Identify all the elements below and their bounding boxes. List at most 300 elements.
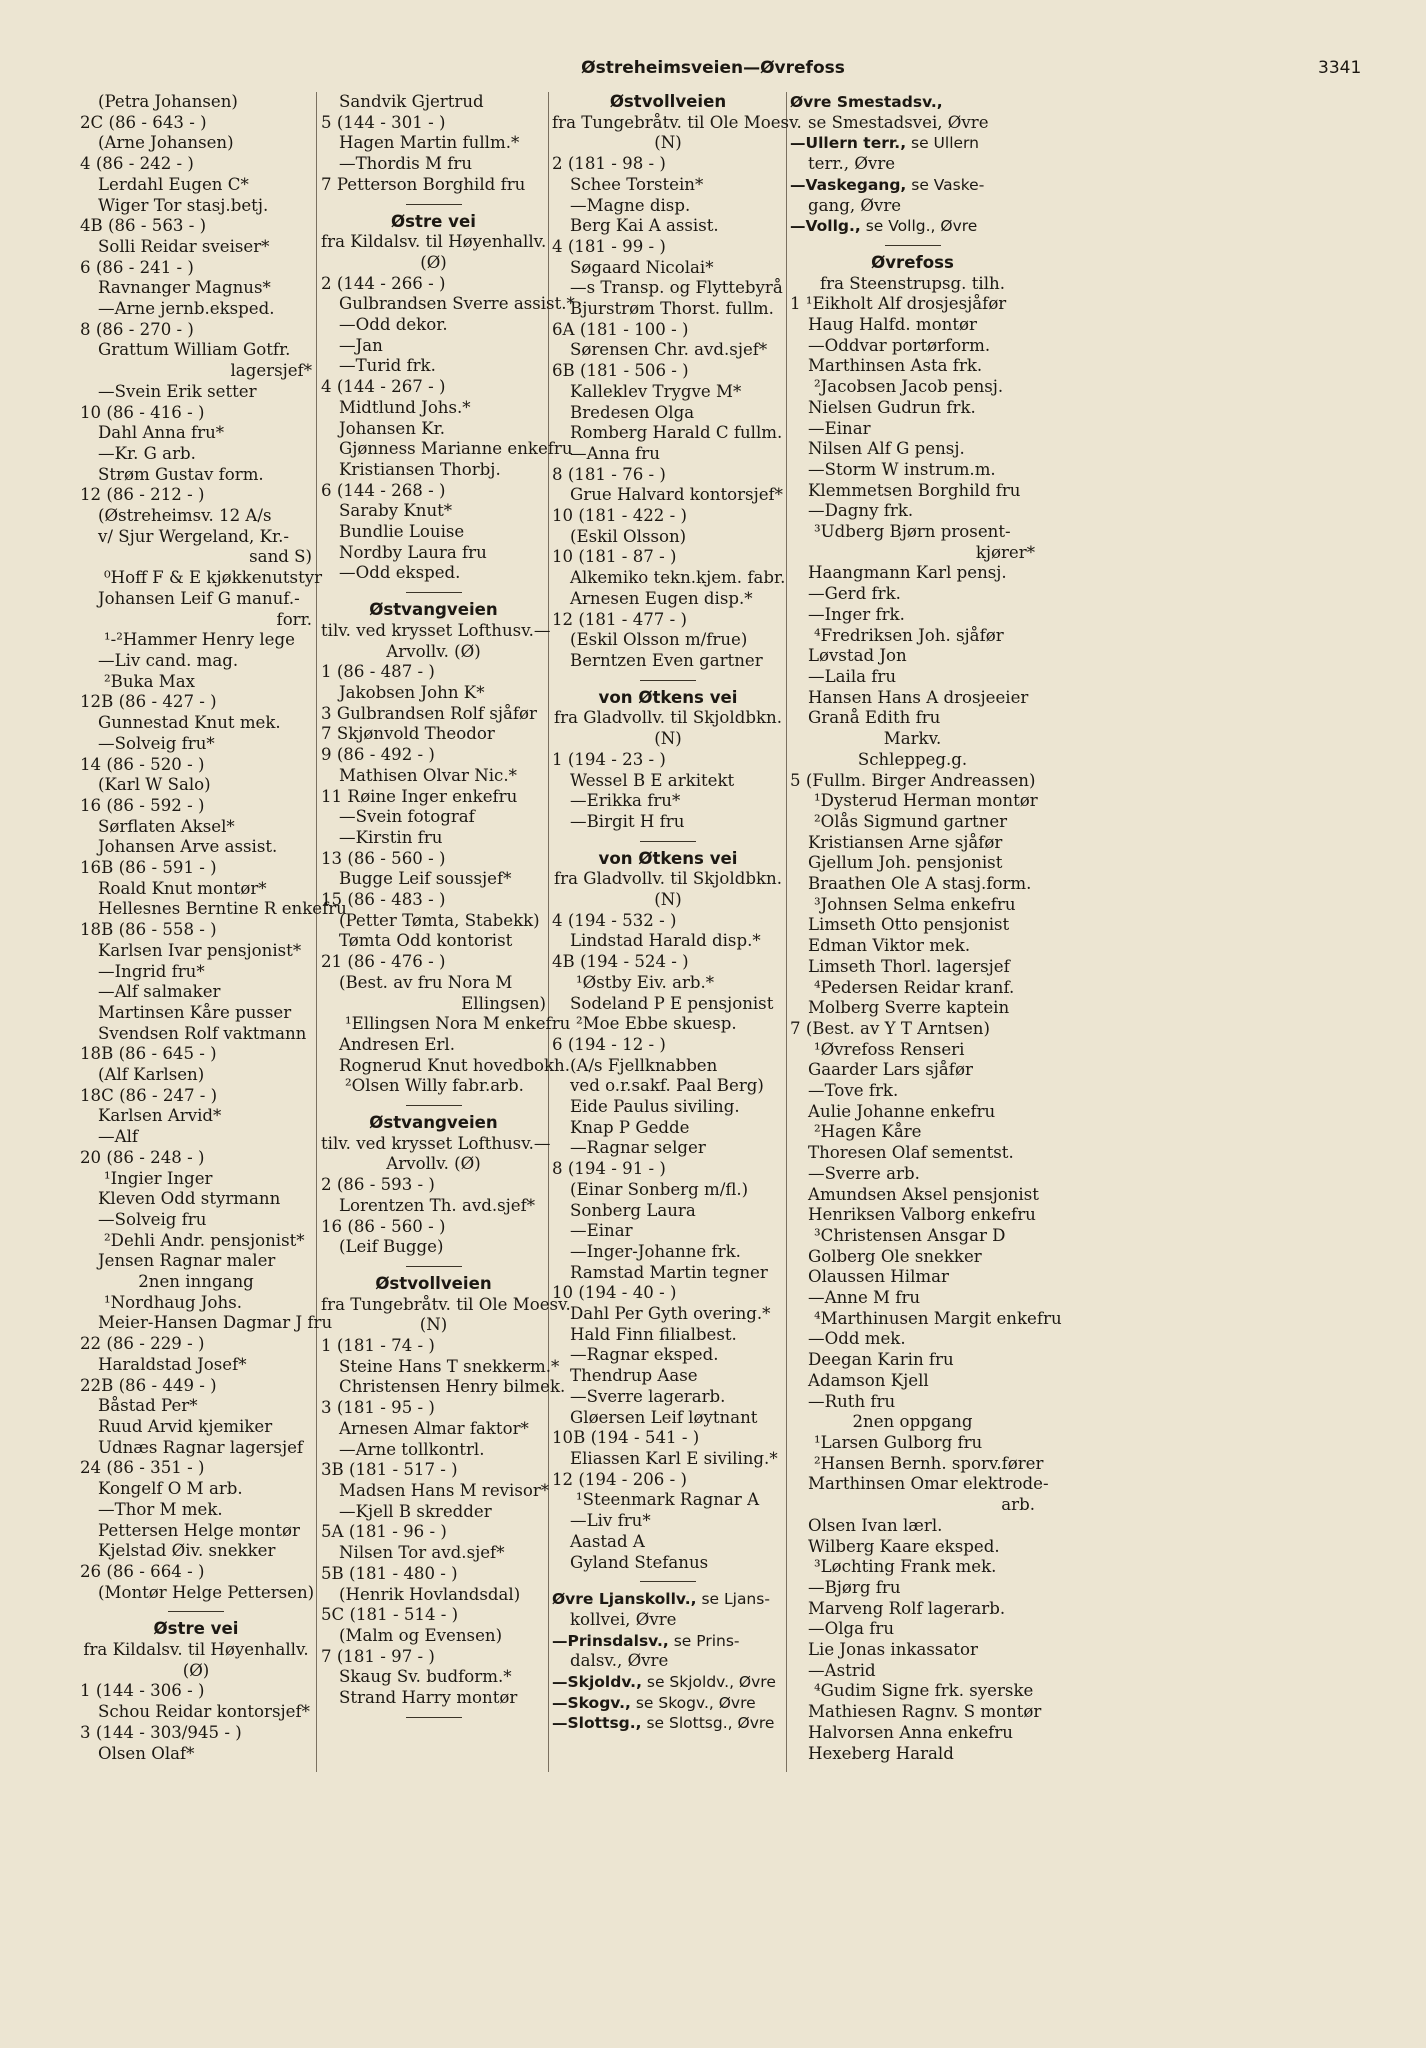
resident-entry: Braathen Ole A stasj.form. — [808, 874, 1032, 894]
resident-entry: Lie Jonas inkassator — [808, 1640, 978, 1660]
resident-entry: Edman Viktor mek. — [808, 936, 971, 956]
resident-entry: —Kirstin fru — [339, 827, 443, 847]
street-note: (N) — [654, 890, 682, 910]
resident-entry: —Turid frk. — [339, 356, 436, 376]
cross-reference-term: —Ullern terr., — [790, 134, 907, 153]
cross-reference-term: —Slottsg., — [552, 1714, 642, 1733]
resident-entry: —Olga fru — [808, 1619, 895, 1639]
resident-entry: Lorentzen Th. avd.sjef* — [339, 1195, 536, 1215]
floor-entry: ¹Steenmark Ragnar A — [576, 1490, 760, 1510]
street-note: (N) — [654, 133, 682, 153]
resident-entry: Gløersen Leif løytnant — [570, 1407, 758, 1427]
address-line: 8 (194 - 91 - ) — [552, 1159, 666, 1179]
resident-entry: Thoresen Olaf sementst. — [808, 1143, 1014, 1163]
resident-entry: (Leif Bugge) — [339, 1237, 444, 1257]
street-note: Markv. — [883, 729, 942, 749]
resident-entry: —Oddvar portørform. — [808, 335, 991, 355]
resident-entry: Schou Reidar kontorsjef* — [98, 1702, 310, 1722]
address-line: 5C (181 - 514 - ) — [321, 1605, 459, 1625]
address-line: 16B (86 - 591 - ) — [80, 858, 217, 878]
address-line: 3 Gulbrandsen Rolf sjåfør — [321, 703, 537, 723]
resident-entry: Grue Halvard kontorsjef* — [570, 485, 783, 505]
cross-reference-target: se Ullern — [906, 134, 979, 153]
resident-entry: Saraby Knut* — [339, 501, 453, 521]
resident-entry: Udnæs Ragnar lagersjef — [98, 1437, 304, 1457]
address-line: 15 (86 - 483 - ) — [321, 890, 446, 910]
column-divider — [786, 92, 787, 1772]
address-line: 18B (86 - 558 - ) — [80, 920, 217, 940]
address-line: 7 Petterson Borghild fru — [321, 174, 526, 194]
address-line: 12 (181 - 477 - ) — [552, 609, 687, 629]
section-separator — [406, 1105, 462, 1106]
street-note: 2nen inngang — [138, 1272, 254, 1292]
section-separator — [406, 1717, 462, 1718]
floor-entry: ¹Dysterud Herman montør — [814, 791, 1038, 811]
resident-entry: Bundlie Louise — [339, 522, 465, 542]
street-note: (N) — [654, 729, 682, 749]
section-separator — [406, 1266, 462, 1267]
cross-reference — [552, 1589, 784, 1610]
street-note: 2nen oppgang — [852, 1412, 973, 1432]
resident-entry: Limseth Thorl. lagersjef — [808, 956, 1010, 976]
address-line: 10 (181 - 422 - ) — [552, 506, 687, 526]
resident-entry: —Einar — [570, 1221, 633, 1241]
resident-entry: Amundsen Aksel pensjonist — [808, 1184, 1039, 1204]
address-line: 1 (194 - 23 - ) — [552, 749, 666, 769]
floor-entry: ¹Ingier Inger — [104, 1168, 213, 1188]
resident-entry: —Inger-Johanne frk. — [570, 1241, 741, 1261]
resident-entry: Bredesen Olga — [570, 402, 695, 422]
address-line: 6A (181 - 100 - ) — [552, 319, 689, 339]
address-line: 16 (86 - 560 - ) — [321, 1216, 446, 1236]
address-line: 14 (86 - 520 - ) — [80, 754, 205, 774]
resident-entry: (Petra Johansen) — [98, 92, 238, 111]
address-line: 5B (181 - 480 - ) — [321, 1563, 458, 1583]
resident-entry: Gjønness Marianne enkefru — [339, 439, 573, 459]
resident-entry: Kjelstad Øiv. snekker — [98, 1541, 276, 1561]
resident-entry: Nielsen Gudrun frk. — [808, 397, 976, 417]
resident-entry: —Liv cand. mag. — [98, 650, 239, 670]
resident-entry: Eliassen Karl E siviling.* — [570, 1449, 778, 1468]
cross-reference-target: se Prins- — [668, 1631, 740, 1650]
street-note: fra Tungebråtv. til Ole Moesv. — [552, 112, 802, 132]
resident-entry: —Svein fotograf — [339, 807, 475, 827]
resident-entry: Karlsen Arvid* — [98, 1106, 222, 1126]
resident-entry: —Ragnar eksped. — [570, 1345, 719, 1365]
cross-reference-target: se Ljans- — [696, 1590, 770, 1609]
address-line: 4 (181 - 99 - ) — [552, 236, 666, 256]
cross-reference — [790, 133, 1035, 154]
resident-entry: Solli Reidar sveiser* — [98, 236, 270, 256]
resident-entry: (Østreheimsv. 12 A/s — [98, 506, 272, 526]
resident-entry: Pettersen Helge montør — [98, 1520, 300, 1540]
continuation-line: arb. — [1001, 1495, 1035, 1515]
resident-entry: Sandvik Gjertrud — [339, 92, 484, 111]
resident-entry: —Ragnar selger — [570, 1138, 706, 1158]
resident-entry: Løvstad Jon — [808, 646, 907, 666]
cross-reference — [552, 1713, 784, 1734]
floor-entry: ¹Øvrefoss Renseri — [814, 1039, 965, 1059]
cross-reference-target: se Slottsg., Øvre — [641, 1714, 775, 1733]
resident-entry: Gunnestad Knut mek. — [98, 713, 281, 733]
resident-entry: Ruud Arvid kjemiker — [98, 1417, 273, 1436]
street-heading: Østvangveien — [369, 1113, 498, 1133]
address-line: 5A (181 - 96 - ) — [321, 1522, 447, 1542]
floor-entry: ¹Ellingsen Nora M enkefru — [345, 1014, 571, 1034]
cross-reference-target: se Skogv., Øvre — [630, 1693, 756, 1712]
resident-entry: Sonberg Laura — [570, 1200, 696, 1220]
address-line: 12B (86 - 427 - ) — [80, 692, 217, 712]
resident-entry: —Alf salmaker — [98, 982, 221, 1002]
address-line: 20 (86 - 248 - ) — [80, 1147, 205, 1167]
resident-entry: Limseth Otto pensjonist — [808, 915, 1010, 935]
address-line: 4 (194 - 532 - ) — [552, 910, 677, 930]
resident-entry: (Eskil Olsson m/frue) — [570, 630, 748, 650]
resident-entry: Steine Hans T snekkerm.* — [339, 1356, 560, 1376]
section-separator — [640, 1581, 696, 1582]
section-separator — [640, 680, 696, 681]
address-line: 3 (181 - 95 - ) — [321, 1398, 435, 1418]
resident-entry: (A/s Fjellknabben — [570, 1055, 718, 1075]
address-line: 2C (86 - 643 - ) — [80, 112, 207, 132]
address-line: 5 (144 - 301 - ) — [321, 112, 446, 132]
resident-entry: —Erikka fru* — [570, 791, 681, 811]
cross-reference — [790, 216, 1035, 237]
address-line: 13 (86 - 560 - ) — [321, 848, 446, 868]
resident-entry: Martinsen Kåre pusser — [98, 1002, 292, 1022]
address-line: 9 (86 - 492 - ) — [321, 745, 435, 765]
resident-entry: —Sverre arb. — [808, 1163, 920, 1183]
resident-entry: (Eskil Olsson) — [570, 526, 687, 546]
cross-reference-term: Øvre Smestadsv., — [790, 93, 943, 111]
resident-entry: Thendrup Aase — [570, 1366, 698, 1386]
resident-entry: Deegan Karin fru — [808, 1350, 954, 1370]
address-line: 7 Skjønvold Theodor — [321, 724, 495, 744]
cross-reference — [790, 92, 1035, 113]
resident-entry: (Henrik Hovlandsdal) — [339, 1584, 521, 1604]
page-title: Østreheimsveien—Øvrefoss — [581, 58, 845, 78]
street-note: fra Kildalsv. til Høyenhallv. — [321, 232, 547, 252]
address-line: 4B (86 - 563 - ) — [80, 216, 207, 236]
address-line: 5 (Fullm. Birger Andreassen) — [790, 770, 1036, 790]
directory-column-1 — [80, 92, 347, 2012]
resident-entry: se Smestadsvei, Øvre — [808, 112, 989, 132]
cross-reference — [552, 1631, 784, 1652]
cross-reference — [552, 1672, 784, 1693]
floor-entry: ³Udberg Bjørn prosent- — [814, 522, 1011, 542]
resident-entry: Mathisen Olvar Nic.* — [339, 765, 517, 785]
cross-reference-term: Øvre Ljanskollv., — [552, 1590, 697, 1609]
resident-entry: Hald Finn filialbest. — [570, 1324, 737, 1344]
resident-entry: —Astrid — [808, 1660, 876, 1680]
resident-entry: v/ Sjur Wergeland, Kr.- — [98, 526, 289, 546]
street-heading: Øvrefoss — [871, 252, 954, 272]
resident-entry: —Solveig fru — [98, 1209, 207, 1229]
resident-entry: Madsen Hans M revisor* — [339, 1481, 550, 1500]
cross-reference-target: se Vollg., Øvre — [860, 217, 978, 236]
resident-entry: —Svein Erik setter — [98, 381, 257, 401]
directory-column-3 — [552, 92, 802, 2012]
resident-entry: Berntzen Even gartner — [570, 650, 763, 670]
resident-entry: —Laila fru — [808, 666, 897, 686]
floor-entry: ²Jacobsen Jacob pensj. — [814, 377, 1004, 397]
resident-entry: —Solveig fru* — [98, 733, 215, 753]
resident-entry: Marthinsen Asta frk. — [808, 356, 983, 376]
resident-entry: Kalleklev Trygve M* — [570, 381, 742, 401]
street-heading: Østre vei — [391, 211, 476, 231]
floor-entry: ¹Østby Eiv. arb.* — [576, 972, 715, 992]
street-note: fra Gladvollv. til Skjoldbkn. — [554, 869, 782, 889]
resident-entry: (Best. av fru Nora M — [339, 972, 513, 992]
street-note: Schleppeg.g. — [857, 749, 968, 769]
floor-entry: ⁴Pedersen Reidar kranf. — [814, 977, 1015, 997]
address-line: 4B (194 - 524 - ) — [552, 952, 689, 972]
address-line: 22B (86 - 449 - ) — [80, 1375, 217, 1395]
resident-entry: Johansen Arve assist. — [98, 837, 278, 857]
resident-entry: —Arne jernb.eksped. — [98, 299, 275, 319]
address-line: 10 (86 - 416 - ) — [80, 402, 205, 422]
address-line: 10 (194 - 40 - ) — [552, 1283, 677, 1303]
resident-entry: Johansen Kr. — [339, 418, 445, 438]
cross-reference-term: —Skogv., — [552, 1693, 631, 1712]
column-divider — [548, 92, 549, 1772]
resident-entry: Søgaard Nicolai* — [570, 257, 714, 277]
resident-entry: Wessel B E arkitekt — [570, 770, 735, 790]
resident-entry: Jensen Ragnar maler — [98, 1251, 276, 1271]
resident-entry: —Odd eksped. — [339, 563, 461, 583]
resident-entry: —Storm W instrum.m. — [808, 459, 996, 479]
resident-entry: —Odd dekor. — [339, 315, 448, 335]
resident-entry: Gulbrandsen Sverre assist.* — [339, 294, 575, 314]
section-separator — [406, 204, 462, 205]
continuation-line: sand S) — [249, 547, 312, 567]
floor-entry: ³Christensen Ansgar D — [814, 1225, 1006, 1245]
resident-entry: Kristiansen Thorbj. — [339, 459, 501, 479]
resident-entry: kollvei, Øvre — [570, 1609, 677, 1629]
address-line: 6 (144 - 268 - ) — [321, 480, 446, 500]
directory-column-4 — [790, 92, 1062, 2012]
address-line: 11 Røine Inger enkefru — [321, 786, 518, 806]
resident-entry: Strand Harry montør — [339, 1688, 518, 1708]
street-note: Arvollv. (Ø) — [386, 641, 481, 661]
resident-entry: Lerdahl Eugen C* — [98, 174, 249, 194]
resident-entry: Båstad Per* — [98, 1396, 198, 1416]
resident-entry: Eide Paulus siviling. — [570, 1097, 740, 1117]
address-line: 1 (86 - 487 - ) — [321, 662, 435, 682]
resident-entry: Henriksen Valborg enkefru — [808, 1205, 1036, 1225]
address-line: 1 (181 - 74 - ) — [321, 1336, 435, 1356]
street-note: (Ø) — [420, 252, 447, 272]
resident-entry: —Magne disp. — [570, 195, 691, 215]
address-line: 3 (144 - 303/945 - ) — [80, 1722, 242, 1742]
resident-entry: Hexeberg Harald — [808, 1743, 954, 1763]
street-note: fra Kildalsv. til Høyenhallv. — [83, 1640, 309, 1660]
resident-entry: Andresen Erl. — [339, 1034, 455, 1054]
resident-entry: —Inger frk. — [808, 604, 905, 624]
resident-entry: Gjellum Joh. pensjonist — [808, 853, 1003, 873]
continuation-line: Ellingsen) — [461, 993, 546, 1013]
cross-reference-term: —Vaskegang, — [790, 175, 907, 194]
resident-entry: Haraldstad Josef* — [98, 1354, 247, 1374]
address-line: 1 (144 - 306 - ) — [80, 1681, 205, 1701]
resident-entry: Gaarder Lars sjåfør — [808, 1060, 973, 1080]
cross-reference-term: —Vollg., — [790, 217, 861, 236]
resident-entry: —Sverre lagerarb. — [570, 1386, 726, 1406]
resident-entry: Arnesen Almar faktor* — [339, 1418, 529, 1438]
resident-entry: Kongelf O M arb. — [98, 1479, 243, 1499]
address-line: 2 (144 - 266 - ) — [321, 273, 446, 293]
resident-entry: Tømta Odd kontorist — [339, 931, 513, 951]
resident-entry: Golberg Ole snekker — [808, 1246, 982, 1266]
resident-entry: (Arne Johansen) — [98, 133, 234, 153]
resident-entry: Karlsen Ivar pensjonist* — [98, 940, 302, 960]
floor-entry: ²Dehli Andr. pensjonist* — [104, 1230, 305, 1250]
resident-entry: Kleven Odd styrmann — [98, 1189, 281, 1209]
floor-entry: ¹-²Hammer Henry lege — [104, 630, 295, 650]
resident-entry: (Malm og Evensen) — [339, 1625, 503, 1645]
resident-entry: Johansen Leif G manuf.- — [98, 588, 300, 608]
resident-entry: —Ingrid fru* — [98, 961, 205, 981]
section-separator — [640, 841, 696, 842]
address-line: 3B (181 - 517 - ) — [321, 1460, 458, 1480]
resident-entry: gang, Øvre — [808, 195, 902, 215]
resident-entry: Haug Halfd. montør — [808, 315, 977, 335]
street-note: (Ø) — [182, 1660, 210, 1680]
resident-entry: —Bjørg fru — [808, 1577, 901, 1597]
resident-entry: Ramstad Martin tegner — [570, 1262, 768, 1282]
address-line: 7 (181 - 97 - ) — [321, 1646, 435, 1666]
street-heading: von Øtkens vei — [598, 848, 738, 868]
resident-entry: Strøm Gustav form. — [98, 464, 264, 484]
street-heading: Østvangveien — [369, 600, 498, 620]
resident-entry: Gyland Stefanus — [570, 1552, 709, 1572]
resident-entry: Lindstad Harald disp.* — [570, 931, 761, 951]
resident-entry: Olaussen Hilmar — [808, 1267, 949, 1287]
resident-entry: ved o.r.sakf. Paal Berg) — [570, 1076, 764, 1096]
resident-entry: —Thordis M fru — [339, 154, 473, 174]
resident-entry: Aastad A — [570, 1531, 645, 1551]
resident-entry: —Tove frk. — [808, 1081, 899, 1101]
resident-entry: (Montør Helge Pettersen) — [98, 1582, 315, 1602]
section-separator — [168, 1611, 224, 1612]
resident-entry: Bugge Leif soussjef* — [339, 869, 512, 889]
resident-entry: —Birgit H fru — [570, 811, 685, 831]
floor-entry: ¹Larsen Gulborg fru — [814, 1433, 983, 1452]
resident-entry: —Dagny frk. — [808, 501, 914, 521]
address-line: 6B (181 - 506 - ) — [552, 361, 689, 381]
floor-entry: ⁴Marthinusen Margit enkefru — [814, 1308, 1062, 1328]
resident-entry: Molberg Sverre kaptein — [808, 998, 1010, 1018]
column-divider — [316, 92, 317, 1772]
resident-entry: Hagen Martin fullm.* — [339, 133, 520, 153]
address-line: 16 (86 - 592 - ) — [80, 795, 205, 815]
resident-entry: Alkemiko tekn.kjem. fabr. — [570, 568, 786, 588]
floor-entry: ²Olsen Willy fabr.arb. — [345, 1076, 524, 1096]
floor-entry: ²Buka Max — [104, 671, 195, 691]
resident-entry: Arnesen Eugen disp.* — [570, 588, 753, 608]
street-note: fra Tungebråtv. til Ole Moesv. — [321, 1294, 571, 1314]
resident-entry: Kristiansen Arne sjåfør — [808, 832, 1003, 852]
resident-entry: Hellesnes Berntine R enkefru — [98, 899, 347, 919]
floor-entry: ²Moe Ebbe skuesp. — [576, 1014, 737, 1034]
resident-entry: Jakobsen John K* — [339, 682, 485, 702]
cross-reference-target: se Skjoldv., Øvre — [641, 1673, 776, 1692]
resident-entry: Knap P Gedde — [570, 1117, 690, 1137]
address-line: 4 (86 - 242 - ) — [80, 154, 194, 174]
resident-entry: Sørensen Chr. avd.sjef* — [570, 340, 768, 360]
resident-entry: Ravnanger Magnus* — [98, 278, 271, 298]
address-line: 6 (86 - 241 - ) — [80, 257, 194, 277]
resident-entry: Hansen Hans A drosjeeier — [808, 687, 1029, 707]
cross-reference-term: —Prinsdalsv., — [552, 1631, 669, 1650]
floor-entry: ⁴Fredriksen Joh. sjåfør — [814, 625, 1004, 645]
street-heading: Østvollveien — [609, 92, 727, 111]
resident-entry: Klemmetsen Borghild fru — [808, 480, 1021, 500]
address-line: 4 (144 - 267 - ) — [321, 377, 446, 397]
resident-entry: Sørflaten Aksel* — [98, 816, 235, 836]
street-note: tilv. ved krysset Lofthusv.— — [321, 1133, 551, 1153]
resident-entry: Meier-Hansen Dagmar J fru — [98, 1313, 333, 1333]
resident-entry: Skaug Sv. budform.* — [339, 1667, 512, 1687]
resident-entry: Christensen Henry bilmek. — [339, 1377, 566, 1397]
continuation-line: lagersjef* — [230, 361, 312, 381]
address-line: 26 (86 - 664 - ) — [80, 1561, 205, 1581]
resident-entry: —Anne M fru — [808, 1288, 921, 1308]
resident-entry: Schee Torstein* — [570, 174, 704, 194]
resident-entry: dalsv., Øvre — [570, 1651, 669, 1671]
resident-entry: Wiger Tor stasj.betj. — [98, 195, 269, 215]
street-note: fra Steenstrupsg. tilh. — [820, 273, 1005, 293]
address-line: 10 (181 - 87 - ) — [552, 547, 677, 567]
floor-entry: ¹Nordhaug Johs. — [104, 1292, 243, 1312]
floor-entry: ²Olås Sigmund gartner — [814, 811, 1008, 831]
address-line: 21 (86 - 476 - ) — [321, 952, 446, 972]
address-line: 6 (194 - 12 - ) — [552, 1034, 666, 1054]
street-note: fra Gladvollv. til Skjoldbkn. — [554, 708, 782, 728]
street-heading: von Øtkens vei — [598, 687, 738, 707]
page-number: 3341 — [1318, 58, 1362, 78]
address-line: 18C (86 - 247 - ) — [80, 1085, 218, 1105]
address-line: 2 (86 - 593 - ) — [321, 1175, 435, 1195]
resident-entry: Marveng Rolf lagerarb. — [808, 1598, 1006, 1618]
resident-entry: Olsen Ivan lærl. — [808, 1515, 943, 1535]
resident-entry: Rognerud Knut hovedbokh. — [339, 1055, 570, 1075]
address-line: 24 (86 - 351 - ) — [80, 1458, 205, 1478]
address-line: 10B (194 - 541 - ) — [552, 1428, 700, 1448]
cross-reference — [790, 175, 1035, 196]
address-line: 12 (194 - 206 - ) — [552, 1469, 687, 1489]
resident-entry: —Liv fru* — [570, 1511, 651, 1531]
resident-entry: —Jan — [339, 335, 383, 355]
street-heading: Østre vei — [153, 1619, 239, 1639]
resident-entry: Aulie Johanne enkefru — [808, 1101, 996, 1121]
resident-entry: Svendsen Rolf vaktmann — [98, 1023, 307, 1043]
resident-entry: —s Transp. og Flyttebyrå — [570, 278, 783, 298]
resident-entry: Romberg Harald C fullm. — [570, 423, 783, 443]
floor-entry: ²Hansen Bernh. sporv.fører — [814, 1453, 1044, 1473]
resident-entry: —Arne tollkontrl. — [339, 1439, 485, 1459]
resident-entry: Haangmann Karl pensj. — [808, 563, 1007, 583]
resident-entry: (Karl W Salo) — [98, 775, 211, 795]
address-line: 18B (86 - 645 - ) — [80, 1044, 217, 1064]
resident-entry: —Odd mek. — [808, 1329, 906, 1349]
street-note: tilv. ved krysset Lofthusv.— — [321, 620, 551, 640]
resident-entry: Bjurstrøm Thorst. fullm. — [570, 299, 774, 319]
resident-entry: Nilsen Tor avd.sjef* — [339, 1543, 505, 1563]
resident-entry: Wilberg Kaare eksped. — [808, 1536, 1000, 1556]
floor-entry: ²Hagen Kåre — [814, 1122, 922, 1142]
resident-entry: Mathiesen Ragnv. S montør — [808, 1702, 1042, 1722]
